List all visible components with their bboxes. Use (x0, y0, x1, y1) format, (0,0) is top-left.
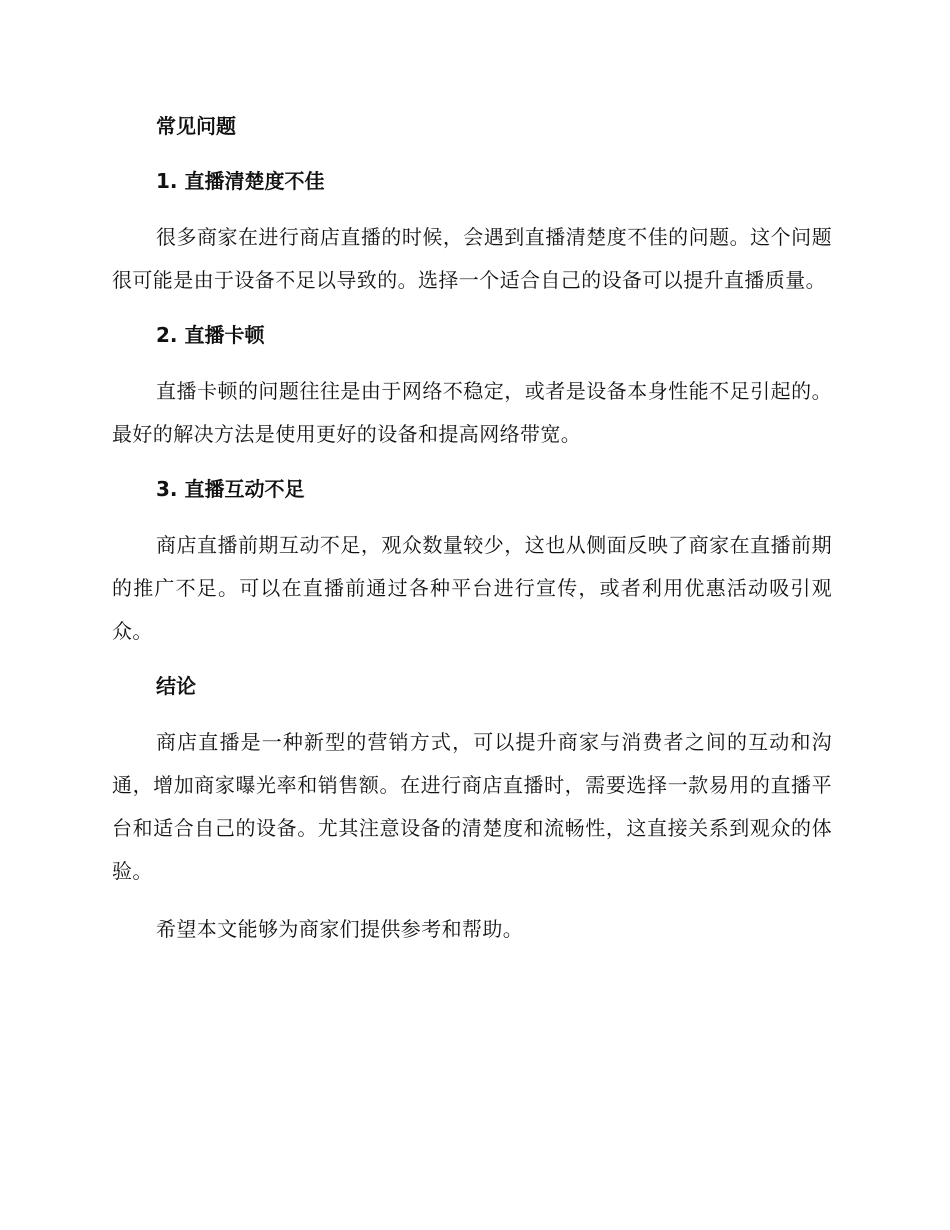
faq-heading-1: 1. 直播清楚度不佳 (156, 169, 325, 193)
conclusion-title: 结论 (156, 674, 196, 698)
document-body (112, 108, 832, 951)
faq-heading-2: 2. 直播卡顿 (156, 323, 265, 347)
faq-paragraph-1: 很多商家在进行商店直播的时候，会遇到直播清楚度不佳的问题。这个问题很可能是由于设备不足以导致的。选择一个适合自己的设备可以提升直播质量。 (112, 225, 832, 292)
faq-paragraph-2: 直播卡顿的问题往往是由于网络不稳定，或者是设备本身性能不足引起的。最好的解决方法是使用更好的设备和提高网络带宽。 (112, 379, 832, 446)
section-title-faq: 常见问题 (156, 114, 236, 138)
closing-paragraph: 希望本文能够为商家们提供参考和帮助。 (156, 917, 524, 941)
conclusion-paragraph: 商店直播是一种新型的营销方式，可以提升商家与消费者之间的互动和沟通，增加商家曝光率和销售额。在进行商店直播时，需要选择一款易用的直播平台和适合自己的设备。尤其注意设备的清楚度和流畅性，这直接关系到观众的体验。 (112, 730, 832, 883)
faq-paragraph-3: 商店直播前期互动不足，观众数量较少，这也从侧面反映了商家在直播前期的推广不足。可以在直播前通过各种平台进行宣传，或者利用优惠活动吸引观众。 (112, 533, 832, 643)
faq-heading-3: 3. 直播互动不足 (156, 477, 305, 501)
